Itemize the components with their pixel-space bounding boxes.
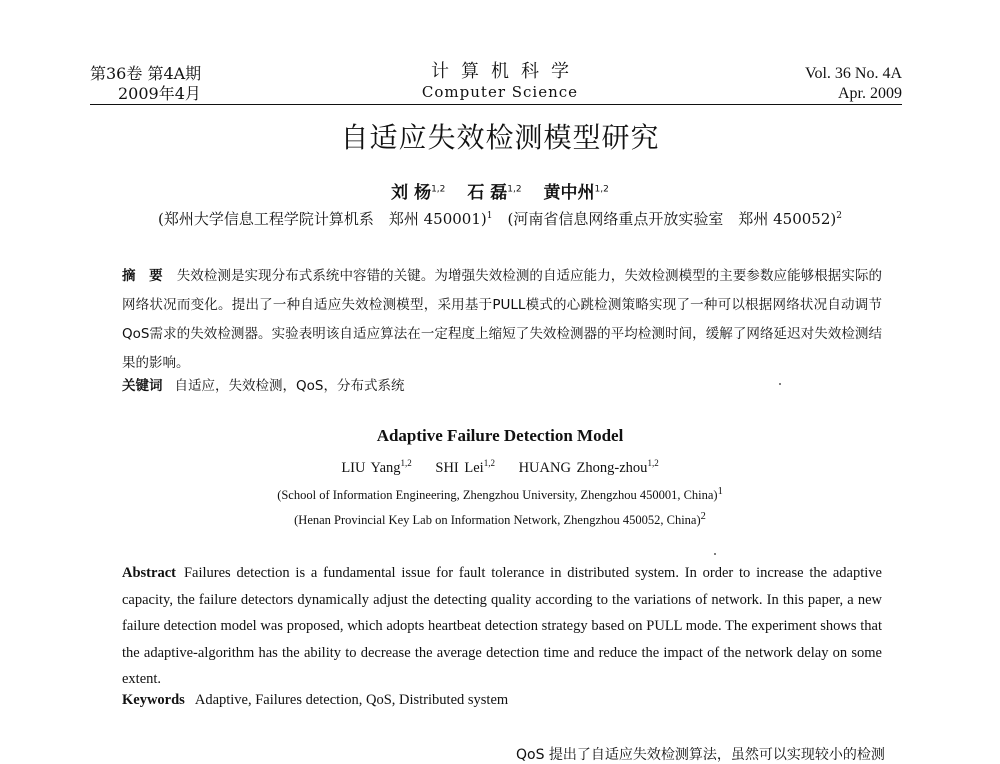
issue-date-en: Apr. 2009 <box>838 85 902 102</box>
issue-date-zh: 2009年4月 <box>118 84 201 103</box>
abstract-en-text: Failures detection is a fundamental issue for fault tolerance in distributed system. In order to increase the adaptive capacity, the failure detectors dynamically adjust the detecting quality according to the variations of network. In this paper, a new failure detection model was proposed, which adopts heartbeat detection strategy based on PULL mode. The experiment shows that the adaptive-algorithm has the ability to decrease the average detection time and reduce the impact of the network delay on some extent. <box>122 565 882 687</box>
keywords-zh <box>122 374 404 394</box>
keywords-en-text: Adaptive, Failures detection, QoS, Distributed system <box>194 692 509 708</box>
journal-issue-info <box>90 64 201 104</box>
journal-volume-en <box>805 64 902 104</box>
journal-name-en: Computer Science <box>421 83 579 101</box>
affiliation-en-2: (Henan Provincial Key Lab on Information Network, Zhengzhou 450052, China)$^2$ <box>294 511 706 528</box>
affiliation-1: (郑州大学信息工程学院计算机系 郑州 450001) <box>158 210 487 228</box>
affiliation-en-1: (School of Information Engineering, Zhengzhou University, Zhengzhou 450001, China)$^1$ <box>277 486 723 503</box>
header-rule <box>90 104 902 105</box>
author-name: 黄中州$^{1,2}$ <box>543 183 609 203</box>
scan-speck <box>714 553 716 555</box>
keywords-zh-label: 关键词 <box>122 378 163 394</box>
keywords-zh-text: 自适应，失效检测，QoS，分布式系统 <box>174 378 405 394</box>
author-name-en: LIU Yang$^{1,2}$ <box>341 458 412 476</box>
author-list-en <box>0 458 1000 477</box>
abstract-en <box>122 560 882 693</box>
abstract-en-label: Abstract <box>122 565 176 581</box>
abstract-zh-text: 失效检测是实现分布式系统中容错的关键。为增强失效检测的自适应能力，失效检测模型的主要参数应能够根据实际的网络状况而变化。提出了一种自适应失效检测模型，采用基于PULL模式的心跳检测策略实现了一种可以根据网络状况自动调节QoS需求的失效检测器。实验表明该自适应算法在一定程度上缩短了失效检测器的平均检测时间，缓解了网络延迟对失效检测结果的影响。 <box>122 268 883 371</box>
keywords-en <box>122 692 508 709</box>
author-name: 刘 杨$^{1,2}$ <box>391 183 446 203</box>
journal-name-zh: 计算机科学 <box>431 61 581 82</box>
author-name-en: SHI Lei$^{1,2}$ <box>435 458 495 476</box>
author-name-en: HUANG Zhong-zhou$^{1,2}$ <box>518 458 659 476</box>
abstract-zh <box>122 262 882 378</box>
body-text-fragment: QoS 提出了自适应失效检测算法，虽然可以实现较小的检测 <box>516 747 885 763</box>
volume-number-en: Vol. 36 No. 4A <box>804 65 902 82</box>
scan-speck <box>779 383 781 385</box>
volume-issue: 第36卷 第4A期 <box>90 64 202 83</box>
keywords-en-label: Keywords <box>122 692 185 708</box>
affiliations: (郑州大学信息工程学院计算机系 郑州 450001)$^1$ (河南省信息网络重点开放实验室 郑州 450052)$^2$ <box>158 210 842 228</box>
paper-title-en: Adaptive Failure Detection Model <box>376 426 624 445</box>
abstract-zh-label: 摘 要 <box>122 268 163 284</box>
author-name: 石 磊$^{1,2}$ <box>467 183 522 203</box>
paper-title: 自适应失效检测模型研究 <box>340 121 660 154</box>
affiliation-2: (河南省信息网络重点开放实验室 郑州 450052) <box>492 210 837 228</box>
journal-name <box>340 62 660 102</box>
author-list <box>0 178 1000 203</box>
